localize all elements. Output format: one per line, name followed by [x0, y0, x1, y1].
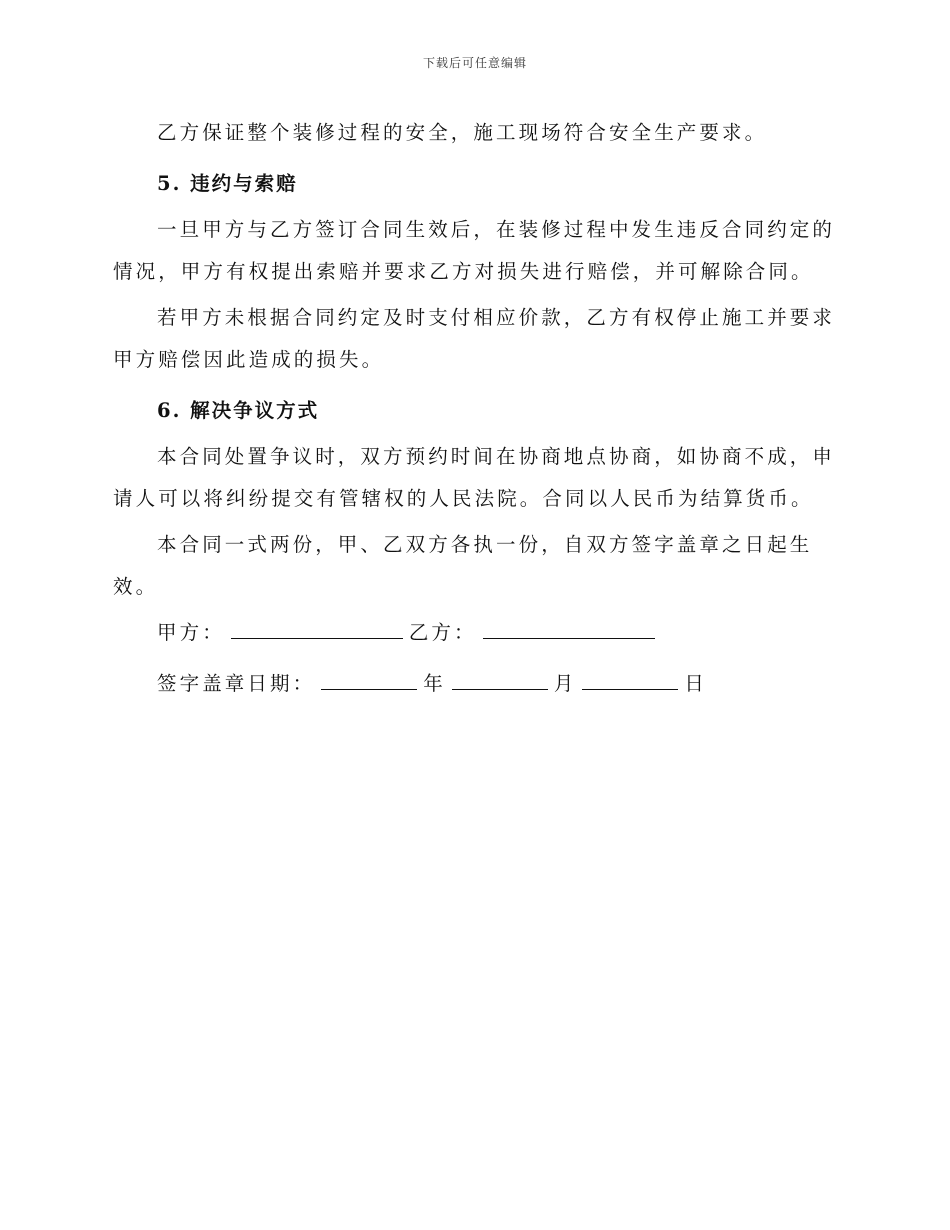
month-blank[interactable] [452, 671, 548, 690]
section-6-heading: 6. 解决争议方式 [157, 399, 320, 422]
day-label: 日 [684, 672, 708, 695]
day-blank[interactable] [582, 671, 678, 690]
party-signature-line [113, 612, 835, 654]
year-label: 年 [423, 672, 446, 695]
party-b-label: 乙方： [408, 621, 477, 644]
breach-paragraph-1: 一旦甲方与乙方签订合同生效后，在装修过程中发生违反合同约定的情况，甲方有权提出索赔并要求乙方对损失进行赔偿，并可解除合同。 [113, 218, 836, 283]
safety-paragraph: 乙方保证整个装修过程的安全，施工现场符合安全生产要求。 [157, 121, 768, 144]
party-a-label: 甲方： [157, 621, 225, 644]
breach-paragraph-2: 若甲方未根据合同约定及时支付相应价款，乙方有权停止施工并要求甲方赔偿因此造成的损失。 [113, 306, 836, 371]
copies-paragraph: 本合同一式两份，甲、乙双方各执一份，自双方签字盖章之日起生效。 [113, 533, 813, 598]
dispute-paragraph: 本合同处置争议时，双方预约时间在协商地点协商，如协商不成，申请人可以将纠纷提交有管辖权的人民法院。合同以人民币为结算货币。 [113, 445, 836, 510]
month-label: 月 [553, 672, 577, 695]
year-blank[interactable] [321, 671, 417, 690]
sign-date-label: 签字盖章日期： [157, 672, 316, 695]
document-body [113, 112, 835, 705]
page-header: 下载后可任意编辑 [422, 56, 527, 70]
party-b-signature-blank[interactable] [483, 620, 655, 639]
section-5-heading: 5. 违约与索赔 [157, 172, 298, 195]
sign-date-line [113, 663, 835, 705]
party-a-signature-blank[interactable] [231, 620, 403, 639]
